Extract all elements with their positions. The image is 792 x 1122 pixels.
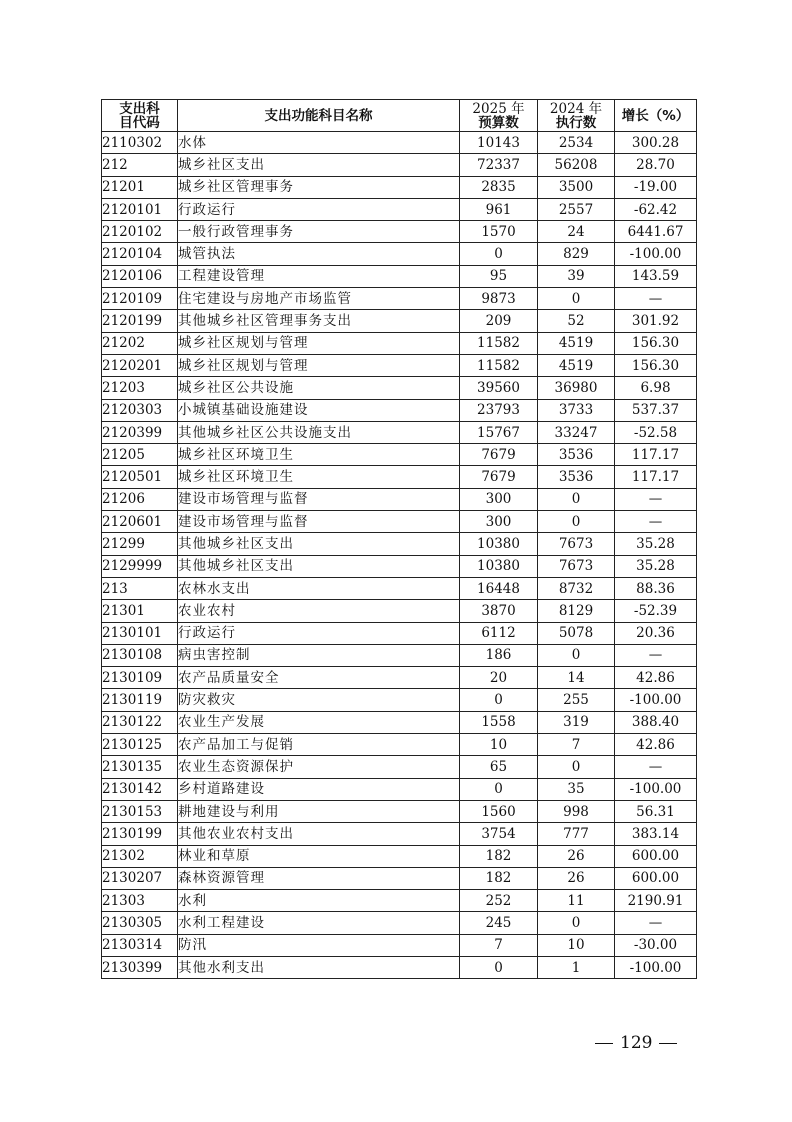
row-name: 城乡社区环境卫生 — [178, 444, 460, 466]
header-code-line2: 目代码 — [119, 114, 160, 131]
row-growth: 156.30 — [615, 354, 697, 376]
row-growth: — — [615, 912, 697, 934]
row-name: 城乡社区管理事务 — [178, 176, 460, 198]
row-exec-2024: 14 — [538, 667, 615, 689]
table-row — [102, 912, 697, 934]
table-row — [102, 689, 697, 711]
row-code: 2130125 — [102, 734, 178, 756]
row-budget-2025: 15767 — [460, 421, 538, 443]
table-row — [102, 890, 697, 912]
row-code: 2130305 — [102, 912, 178, 934]
table-row — [102, 154, 697, 176]
row-growth: 35.28 — [615, 533, 697, 555]
dash-right — [659, 1043, 677, 1044]
row-name: 农产品质量安全 — [178, 667, 460, 689]
row-budget-2025: 9873 — [460, 288, 538, 310]
row-growth: 600.00 — [615, 867, 697, 889]
header-exec-2024 — [538, 100, 615, 132]
row-exec-2024: 2557 — [538, 198, 615, 220]
row-budget-2025: 11582 — [460, 354, 538, 376]
table-row — [102, 800, 697, 822]
row-name: 建设市场管理与监督 — [178, 488, 460, 510]
row-name: 工程建设管理 — [178, 265, 460, 287]
row-code: 21206 — [102, 488, 178, 510]
row-growth: — — [615, 644, 697, 666]
row-exec-2024: 3500 — [538, 176, 615, 198]
row-code: 2110302 — [102, 132, 178, 154]
row-exec-2024: 0 — [538, 912, 615, 934]
row-growth: 383.14 — [615, 823, 697, 845]
row-budget-2025: 186 — [460, 644, 538, 666]
row-code: 21302 — [102, 845, 178, 867]
row-budget-2025: 39560 — [460, 377, 538, 399]
row-growth: — — [615, 488, 697, 510]
row-code: 2120104 — [102, 243, 178, 265]
table-row — [102, 577, 697, 599]
table-body — [102, 132, 697, 979]
header-budget-2025-line1: 2025 年 — [472, 100, 525, 117]
row-exec-2024: 4519 — [538, 332, 615, 354]
row-code: 2130153 — [102, 800, 178, 822]
row-exec-2024: 0 — [538, 756, 615, 778]
row-code: 21203 — [102, 377, 178, 399]
row-growth: -19.00 — [615, 176, 697, 198]
row-budget-2025: 300 — [460, 511, 538, 533]
row-name: 农产品加工与促销 — [178, 734, 460, 756]
row-growth: 42.86 — [615, 667, 697, 689]
row-growth: 156.30 — [615, 332, 697, 354]
row-exec-2024: 8129 — [538, 600, 615, 622]
row-exec-2024: 7 — [538, 734, 615, 756]
budget-table — [101, 99, 697, 979]
row-budget-2025: 23793 — [460, 399, 538, 421]
row-exec-2024: 0 — [538, 644, 615, 666]
header-exec-2024-line1: 2024 年 — [549, 100, 603, 117]
table-row — [102, 778, 697, 800]
row-exec-2024: 2534 — [538, 132, 615, 154]
row-name: 农林水支出 — [178, 577, 460, 599]
row-name: 农业生产发展 — [178, 711, 460, 733]
table-row — [102, 600, 697, 622]
row-name: 一般行政管理事务 — [178, 221, 460, 243]
row-code: 2129999 — [102, 555, 178, 577]
row-name: 城管执法 — [178, 243, 460, 265]
row-code: 21301 — [102, 600, 178, 622]
row-growth: 143.59 — [615, 265, 697, 287]
row-budget-2025: 1560 — [460, 800, 538, 822]
row-name: 水利工程建设 — [178, 912, 460, 934]
row-growth: 56.31 — [615, 800, 697, 822]
row-budget-2025: 10 — [460, 734, 538, 756]
table-row — [102, 734, 697, 756]
row-code: 2130101 — [102, 622, 178, 644]
row-exec-2024: 255 — [538, 689, 615, 711]
row-growth: 2190.91 — [615, 890, 697, 912]
row-exec-2024: 24 — [538, 221, 615, 243]
row-code: 2120199 — [102, 310, 178, 332]
table-row — [102, 711, 697, 733]
row-exec-2024: 0 — [538, 511, 615, 533]
row-name: 住宅建设与房地产市场监管 — [178, 288, 460, 310]
row-exec-2024: 8732 — [538, 577, 615, 599]
row-exec-2024: 3536 — [538, 444, 615, 466]
row-code: 2120399 — [102, 421, 178, 443]
row-exec-2024: 36980 — [538, 377, 615, 399]
row-name: 小城镇基础设施建设 — [178, 399, 460, 421]
row-growth: -52.39 — [615, 600, 697, 622]
row-name: 水体 — [178, 132, 460, 154]
row-growth: 88.36 — [615, 577, 697, 599]
row-exec-2024: 7673 — [538, 555, 615, 577]
row-growth: -100.00 — [615, 956, 697, 978]
row-budget-2025: 7679 — [460, 466, 538, 488]
row-budget-2025: 10380 — [460, 533, 538, 555]
row-name: 乡村道路建设 — [178, 778, 460, 800]
row-growth: 300.28 — [615, 132, 697, 154]
table-row — [102, 555, 697, 577]
row-growth: 301.92 — [615, 310, 697, 332]
row-budget-2025: 2835 — [460, 176, 538, 198]
row-name: 水利 — [178, 890, 460, 912]
row-code: 212 — [102, 154, 178, 176]
table-row — [102, 310, 697, 332]
row-name: 农业农村 — [178, 600, 460, 622]
row-budget-2025: 1570 — [460, 221, 538, 243]
row-budget-2025: 209 — [460, 310, 538, 332]
row-exec-2024: 3536 — [538, 466, 615, 488]
table-row — [102, 288, 697, 310]
table-row — [102, 354, 697, 376]
row-growth: — — [615, 756, 697, 778]
row-exec-2024: 4519 — [538, 354, 615, 376]
row-name: 农业生态资源保护 — [178, 756, 460, 778]
row-exec-2024: 26 — [538, 867, 615, 889]
row-budget-2025: 245 — [460, 912, 538, 934]
row-growth: -100.00 — [615, 778, 697, 800]
row-code: 2130108 — [102, 644, 178, 666]
dash-left — [595, 1043, 613, 1044]
row-name: 病虫害控制 — [178, 644, 460, 666]
table-row — [102, 488, 697, 510]
table-row — [102, 934, 697, 956]
table-row — [102, 444, 697, 466]
row-exec-2024: 33247 — [538, 421, 615, 443]
row-growth: 35.28 — [615, 555, 697, 577]
row-exec-2024: 1 — [538, 956, 615, 978]
table-row — [102, 421, 697, 443]
row-exec-2024: 35 — [538, 778, 615, 800]
table-row — [102, 956, 697, 978]
row-budget-2025: 182 — [460, 867, 538, 889]
row-growth: 117.17 — [615, 444, 697, 466]
row-code: 2120102 — [102, 221, 178, 243]
row-name: 城乡社区规划与管理 — [178, 354, 460, 376]
header-budget-2025-line2: 预算数 — [478, 114, 519, 131]
row-budget-2025: 95 — [460, 265, 538, 287]
table-row — [102, 845, 697, 867]
row-exec-2024: 39 — [538, 265, 615, 287]
row-growth: -62.42 — [615, 198, 697, 220]
row-code: 21205 — [102, 444, 178, 466]
row-code: 2120501 — [102, 466, 178, 488]
table-row — [102, 221, 697, 243]
row-code: 2120101 — [102, 198, 178, 220]
row-exec-2024: 26 — [538, 845, 615, 867]
row-name: 其他城乡社区支出 — [178, 555, 460, 577]
row-exec-2024: 0 — [538, 288, 615, 310]
row-growth: 600.00 — [615, 845, 697, 867]
table-row — [102, 644, 697, 666]
row-budget-2025: 11582 — [460, 332, 538, 354]
page-number — [588, 1033, 684, 1053]
row-budget-2025: 16448 — [460, 577, 538, 599]
row-code: 2130314 — [102, 934, 178, 956]
row-budget-2025: 182 — [460, 845, 538, 867]
row-name: 防汛 — [178, 934, 460, 956]
row-budget-2025: 0 — [460, 243, 538, 265]
table-row — [102, 667, 697, 689]
row-growth: -100.00 — [615, 689, 697, 711]
row-budget-2025: 65 — [460, 756, 538, 778]
row-budget-2025: 0 — [460, 689, 538, 711]
row-name: 其他农业农村支出 — [178, 823, 460, 845]
row-name: 建设市场管理与监督 — [178, 511, 460, 533]
row-code: 21303 — [102, 890, 178, 912]
row-exec-2024: 7673 — [538, 533, 615, 555]
row-growth: -30.00 — [615, 934, 697, 956]
row-exec-2024: 998 — [538, 800, 615, 822]
row-code: 2120109 — [102, 288, 178, 310]
row-growth: 6441.67 — [615, 221, 697, 243]
row-name: 耕地建设与利用 — [178, 800, 460, 822]
row-code: 2130135 — [102, 756, 178, 778]
row-name: 其他城乡社区公共设施支出 — [178, 421, 460, 443]
header-growth: 增长（%） — [615, 100, 697, 132]
row-growth: -52.58 — [615, 421, 697, 443]
row-name: 行政运行 — [178, 622, 460, 644]
row-budget-2025: 1558 — [460, 711, 538, 733]
row-growth: 42.86 — [615, 734, 697, 756]
row-name: 其他水利支出 — [178, 956, 460, 978]
row-code: 2130142 — [102, 778, 178, 800]
row-growth: 20.36 — [615, 622, 697, 644]
row-code: 21299 — [102, 533, 178, 555]
row-code: 2120601 — [102, 511, 178, 533]
row-name: 城乡社区公共设施 — [178, 377, 460, 399]
row-budget-2025: 961 — [460, 198, 538, 220]
row-growth: 537.37 — [615, 399, 697, 421]
row-code: 21202 — [102, 332, 178, 354]
row-budget-2025: 7679 — [460, 444, 538, 466]
row-code: 2130119 — [102, 689, 178, 711]
row-budget-2025: 10143 — [460, 132, 538, 154]
row-code: 2120106 — [102, 265, 178, 287]
row-name: 其他城乡社区管理事务支出 — [178, 310, 460, 332]
row-exec-2024: 0 — [538, 488, 615, 510]
table-row — [102, 176, 697, 198]
header-code-line1: 支出科 — [119, 100, 160, 117]
row-budget-2025: 300 — [460, 488, 538, 510]
row-code: 2130207 — [102, 867, 178, 889]
table-header-row — [102, 100, 697, 132]
row-exec-2024: 319 — [538, 711, 615, 733]
row-growth: 117.17 — [615, 466, 697, 488]
row-exec-2024: 777 — [538, 823, 615, 845]
row-budget-2025: 3754 — [460, 823, 538, 845]
table-row — [102, 332, 697, 354]
row-budget-2025: 6112 — [460, 622, 538, 644]
row-name: 其他城乡社区支出 — [178, 533, 460, 555]
table-row — [102, 265, 697, 287]
row-exec-2024: 10 — [538, 934, 615, 956]
row-exec-2024: 5078 — [538, 622, 615, 644]
table-row — [102, 377, 697, 399]
row-code: 2130399 — [102, 956, 178, 978]
row-budget-2025: 7 — [460, 934, 538, 956]
table-row — [102, 823, 697, 845]
table-row — [102, 622, 697, 644]
row-growth: 6.98 — [615, 377, 697, 399]
table-row — [102, 198, 697, 220]
row-name: 城乡社区支出 — [178, 154, 460, 176]
row-exec-2024: 56208 — [538, 154, 615, 176]
row-growth: — — [615, 288, 697, 310]
table-row — [102, 867, 697, 889]
table-row — [102, 511, 697, 533]
row-code: 2130109 — [102, 667, 178, 689]
row-name: 城乡社区环境卫生 — [178, 466, 460, 488]
row-budget-2025: 20 — [460, 667, 538, 689]
row-name: 森林资源管理 — [178, 867, 460, 889]
row-code: 2120303 — [102, 399, 178, 421]
row-code: 2120201 — [102, 354, 178, 376]
row-exec-2024: 11 — [538, 890, 615, 912]
row-code: 21201 — [102, 176, 178, 198]
row-budget-2025: 10380 — [460, 555, 538, 577]
row-exec-2024: 52 — [538, 310, 615, 332]
row-exec-2024: 829 — [538, 243, 615, 265]
header-budget-2025 — [460, 100, 538, 132]
header-exec-2024-line2: 执行数 — [555, 114, 597, 131]
page-number-text: 129 — [620, 1033, 653, 1053]
row-name: 行政运行 — [178, 198, 460, 220]
row-growth: 28.70 — [615, 154, 697, 176]
row-exec-2024: 3733 — [538, 399, 615, 421]
row-budget-2025: 3870 — [460, 600, 538, 622]
row-name: 林业和草原 — [178, 845, 460, 867]
row-growth: 388.40 — [615, 711, 697, 733]
row-budget-2025: 72337 — [460, 154, 538, 176]
row-budget-2025: 0 — [460, 778, 538, 800]
row-budget-2025: 0 — [460, 956, 538, 978]
row-code: 2130122 — [102, 711, 178, 733]
row-name: 城乡社区规划与管理 — [178, 332, 460, 354]
table-row — [102, 466, 697, 488]
table-row — [102, 756, 697, 778]
table-row — [102, 399, 697, 421]
header-code — [102, 100, 178, 132]
row-growth: — — [615, 511, 697, 533]
row-code: 213 — [102, 577, 178, 599]
header-name: 支出功能科目名称 — [178, 100, 460, 132]
row-name: 防灾救灾 — [178, 689, 460, 711]
table-row — [102, 132, 697, 154]
row-growth: -100.00 — [615, 243, 697, 265]
row-code: 2130199 — [102, 823, 178, 845]
row-budget-2025: 252 — [460, 890, 538, 912]
table-row — [102, 243, 697, 265]
table-row — [102, 533, 697, 555]
